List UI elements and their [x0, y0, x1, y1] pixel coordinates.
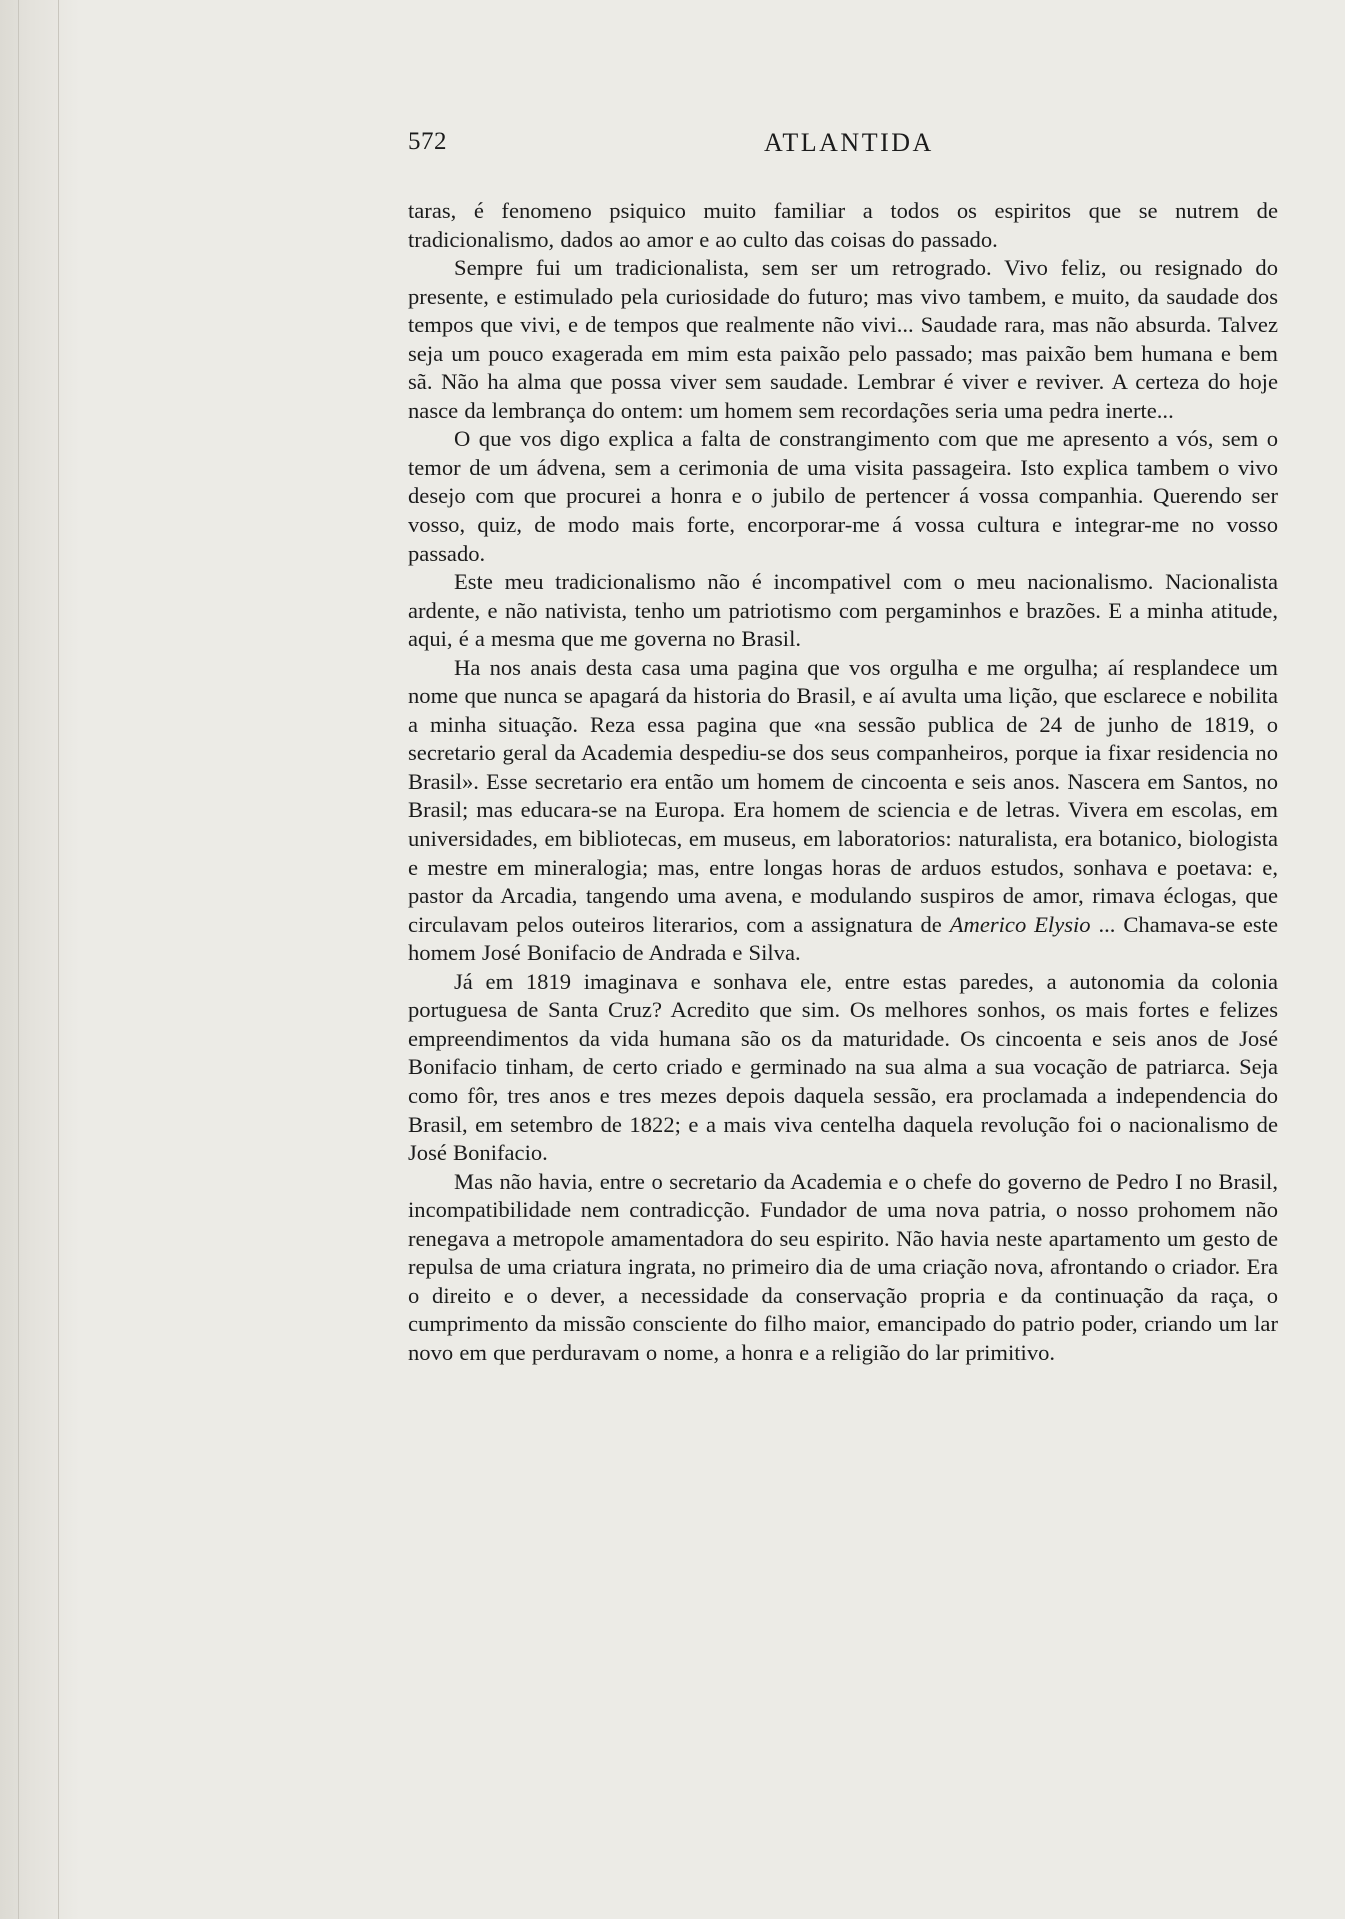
paragraph-text: ... Chamava-se este homem José Bonifacio de Andrada e Silva.	[408, 911, 1278, 966]
paragraph: Já em 1819 imaginava e sonhava ele, entre estas paredes, a autonomia da colonia portuguesa de Santa Cruz? Acredito que sim. Os melhores sonhos, os mais fortes e felizes empreendimentos da vida humana são os da maturidade. Os cincoenta e seis anos de José Bonifacio tinham, de certo criado e germinado na sua alma a sua vocação de patriarca. Seja como fôr, tres anos e tres mezes depois daquela sessão, era proclamada a independencia do Brasil, em setembro de 1822; e a mais viva centelha daquela revolução foi o nacionalismo de José Bonifacio.	[408, 968, 1278, 1166]
paragraph	[408, 654, 1278, 968]
page-binding-edge	[0, 0, 80, 1919]
body-text	[408, 197, 1278, 1367]
paragraph: Mas não havia, entre o secretario da Academia e o chefe do governo de Pedro I no Brasil, incompatibilidade nem contradicção. Fundador de uma nova patria, o nosso prohomem não renegava a metropole amamentadora do seu espirito. Não havia neste apartamento um gesto de repulsa de uma criatura ingrata, no primeiro dia de uma criação nova, afrontando o criador. Era o direito e o dever, a necessidade da conservação propria e da continuação da raça, o cumprimento da missão consciente do filho maior, emancipado do patrio poder, criando um lar novo em que perduravam o nome, a honra e a religião do lar primitivo.	[408, 1168, 1278, 1365]
pen-name: Americo Elysio	[949, 911, 1091, 937]
paragraph: Este meu tradicionalismo não é incompativel com o meu nacionalismo. Nacionalista ardente, e não nativista, tenho um patriotismo com pergaminhos e brazões. E a minha atitude, aqui, é a mesma que me governa no Brasil.	[408, 569, 1278, 652]
page-edge-line	[58, 0, 59, 1919]
paragraph: taras, é fenomeno psiquico muito familiar a todos os espiritos que se nutrem de tradicionalismo, dados ao amor e ao culto das coisas do passado.	[408, 198, 1278, 252]
paragraph: Sempre fui um tradicionalista, sem ser um retrogrado. Vivo feliz, ou resignado do presente, e estimulado pela curiosidade do futuro; mas vivo tambem, e muito, da saudade dos tempos que vivi, e de tempos que realmente não vivi... Saudade rara, mas não absurda. Talvez seja um pouco exagerada em mim esta paixão pelo passado; mas paixão bem humana e bem sã. Não ha alma que possa viver sem saudade. Lembrar é viver e reviver. A certeza do hoje nasce da lembrança do ontem: um homem sem recordações seria uma pedra inerte...	[408, 255, 1278, 423]
paragraph: O que vos digo explica a falta de constrangimento com que me apresento a vós, sem o temor de um ádvena, sem a cerimonia de uma visita passageira. Isto explica tambem o vivo desejo com que procurei a honra e o jubilo de pertencer á vossa companhia. Querendo ser vosso, quiz, de modo mais forte, encorporar-me á vossa cultura e integrar-me no vosso passado.	[408, 426, 1278, 566]
running-title: ATLANTIDA	[764, 128, 934, 157]
paragraph-text: Ha nos anais desta casa uma pagina que vos orgulha e me orgulha; aí resplandece um nome que nunca se apagará da historia do Brasil, e aí avulta uma lição, que esclarece e nobilita a minha situação. Reza essa pagina que «na sessão publica de 24 de junho de 1819, o secretario geral da Academia despediu-se dos seus companheiros, porque ia fixar residencia no Brasil». Esse secretario era então um homem de cincoenta e seis anos. Nascera em Santos, no Brasil; mas educara-se na Europa. Era homem de sciencia e de letras. Vivera em escolas, em universidades, em bibliotecas, em museus, em laboratorios: naturalista, era botanico, biologista e mestre em mineralogia; mas, entre longas horas de arduos estudos, sonhava e poetava: e, pastor da Arcadia, tangendo uma avena, e modulando suspiros de amor, rimava éclogas, que circulavam pelos outeiros literarios, com a assignatura de	[408, 654, 1278, 937]
page-edge-line	[18, 0, 19, 1919]
page-number: 572	[408, 128, 447, 155]
running-head	[408, 128, 1290, 168]
